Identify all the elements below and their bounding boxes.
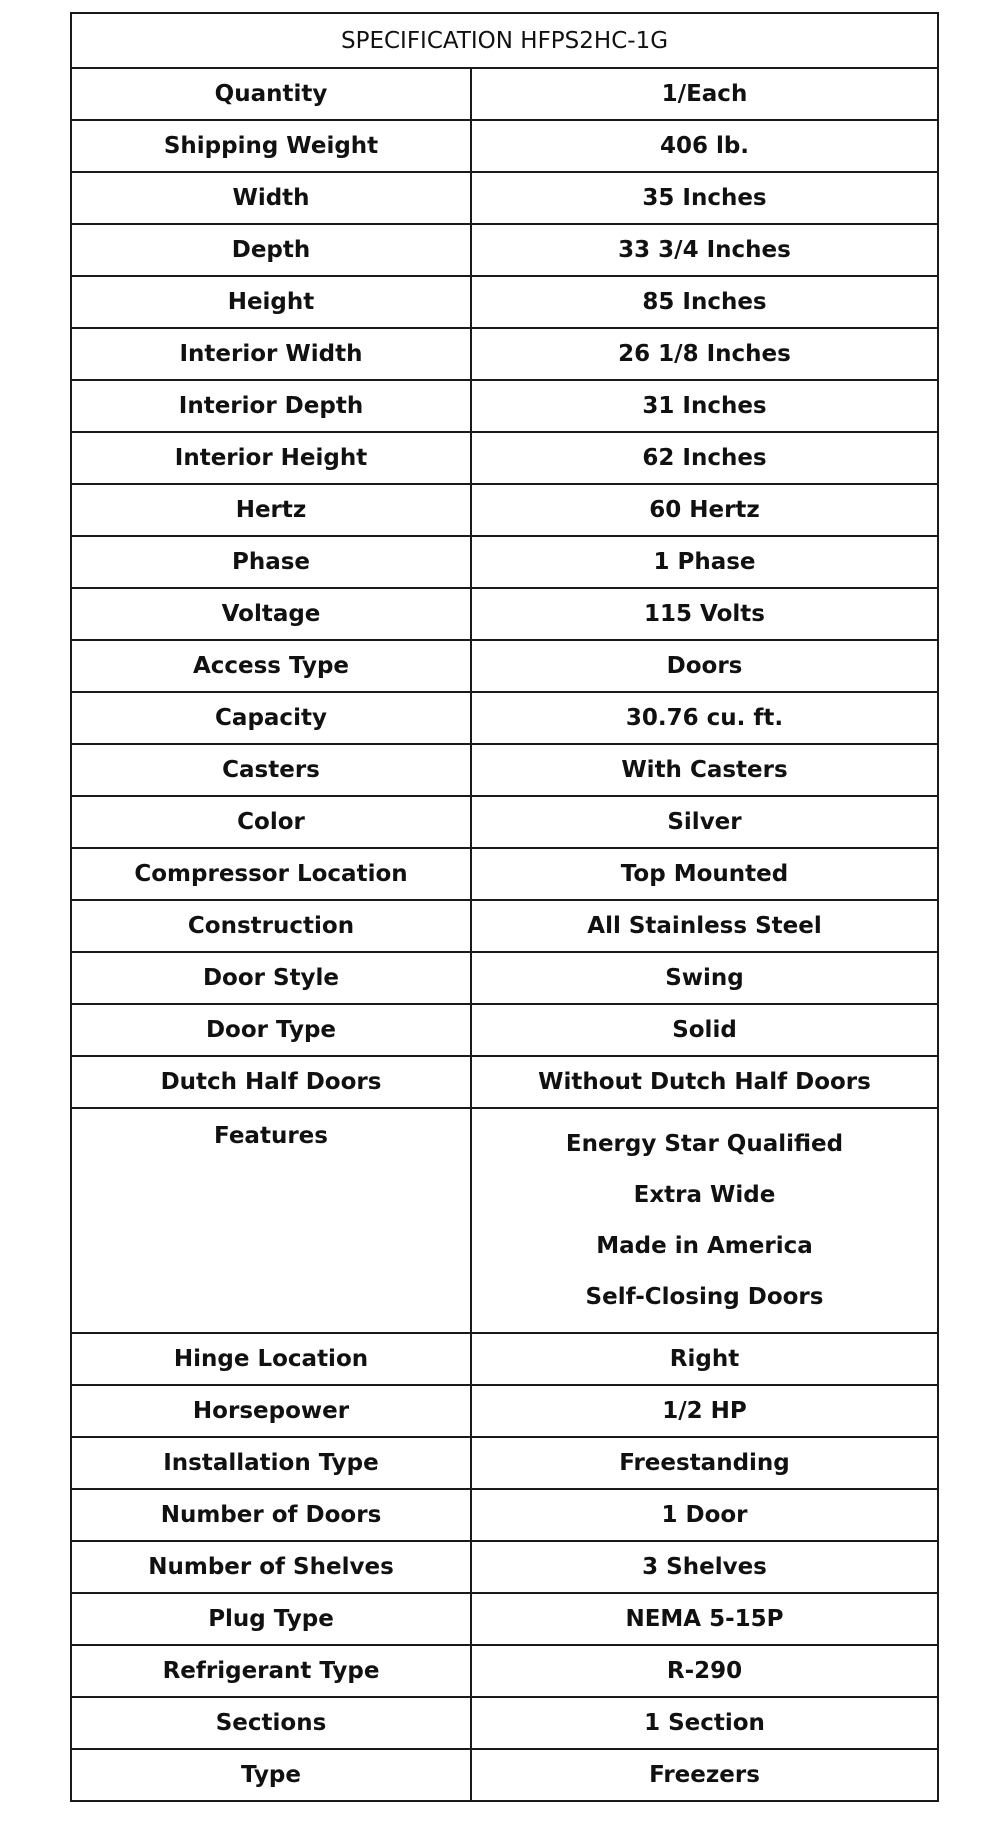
table-row	[71, 952, 938, 1004]
spec-label: Voltage	[71, 588, 471, 640]
table-row	[71, 328, 938, 380]
spec-value: 1/Each	[471, 68, 938, 120]
feature-item: Self-Closing Doors	[585, 1284, 824, 1311]
spec-value: With Casters	[471, 744, 938, 796]
spec-label: Refrigerant Type	[71, 1645, 471, 1697]
spec-label: Access Type	[71, 640, 471, 692]
spec-label: Number of Doors	[71, 1489, 471, 1541]
spec-value: 1 Phase	[471, 536, 938, 588]
spec-label: Compressor Location	[71, 848, 471, 900]
spec-value: 35 Inches	[471, 172, 938, 224]
spec-label: Door Style	[71, 952, 471, 1004]
spec-label: Casters	[71, 744, 471, 796]
spec-label: Hertz	[71, 484, 471, 536]
table-row	[71, 172, 938, 224]
spec-value: 115 Volts	[471, 588, 938, 640]
table-row	[71, 1489, 938, 1541]
spec-label: Sections	[71, 1697, 471, 1749]
spec-label: Horsepower	[71, 1385, 471, 1437]
spec-value: Freestanding	[471, 1437, 938, 1489]
feature-item: Extra Wide	[633, 1181, 776, 1208]
spec-value: 1 Section	[471, 1697, 938, 1749]
spec-label: Type	[71, 1749, 471, 1801]
table-row	[71, 1749, 938, 1801]
table-row	[71, 900, 938, 952]
spec-value: R-290	[471, 1645, 938, 1697]
table-row	[71, 484, 938, 536]
spec-value: 85 Inches	[471, 276, 938, 328]
spec-label: Quantity	[71, 68, 471, 120]
table-row	[71, 744, 938, 796]
spec-label: Height	[71, 276, 471, 328]
spec-value: Doors	[471, 640, 938, 692]
spec-value: 1/2 HP	[471, 1385, 938, 1437]
spec-value-list	[471, 1108, 938, 1333]
table-row	[71, 1645, 938, 1697]
spec-label: Construction	[71, 900, 471, 952]
table-row	[71, 536, 938, 588]
spec-value: 3 Shelves	[471, 1541, 938, 1593]
feature-item: Made in America	[596, 1233, 813, 1260]
spec-label: Color	[71, 796, 471, 848]
spec-value: Top Mounted	[471, 848, 938, 900]
table-row	[71, 120, 938, 172]
spec-value: NEMA 5-15P	[471, 1593, 938, 1645]
spec-value: 31 Inches	[471, 380, 938, 432]
spec-label: Phase	[71, 536, 471, 588]
table-row	[71, 432, 938, 484]
table-row	[71, 68, 938, 120]
table-row	[71, 276, 938, 328]
spec-label: Width	[71, 172, 471, 224]
table-row	[71, 1697, 938, 1749]
spec-value: 62 Inches	[471, 432, 938, 484]
table-row	[71, 1004, 938, 1056]
spec-label: Hinge Location	[71, 1333, 471, 1385]
spec-value: Right	[471, 1333, 938, 1385]
spec-label: Features	[71, 1108, 471, 1333]
table-row	[71, 1056, 938, 1108]
table-row	[71, 1541, 938, 1593]
spec-value: 406 lb.	[471, 120, 938, 172]
spec-value: 1 Door	[471, 1489, 938, 1541]
spec-label: Shipping Weight	[71, 120, 471, 172]
table-row	[71, 1593, 938, 1645]
spec-value: 30.76 cu. ft.	[471, 692, 938, 744]
spec-label: Installation Type	[71, 1437, 471, 1489]
spec-label: Dutch Half Doors	[71, 1056, 471, 1108]
spec-value: 33 3/4 Inches	[471, 224, 938, 276]
table-title: SPECIFICATION HFPS2HC-1G	[71, 13, 938, 68]
table-row	[71, 380, 938, 432]
features-list	[478, 1126, 931, 1316]
spec-label: Capacity	[71, 692, 471, 744]
spec-value: Swing	[471, 952, 938, 1004]
spec-value: 26 1/8 Inches	[471, 328, 938, 380]
spec-label: Interior Width	[71, 328, 471, 380]
table-row	[71, 588, 938, 640]
table-row	[71, 1385, 938, 1437]
table-row	[71, 692, 938, 744]
spec-label: Plug Type	[71, 1593, 471, 1645]
spec-value: 60 Hertz	[471, 484, 938, 536]
spec-label: Interior Depth	[71, 380, 471, 432]
spec-value: Without Dutch Half Doors	[471, 1056, 938, 1108]
table-row	[71, 796, 938, 848]
spec-value: Solid	[471, 1004, 938, 1056]
spec-value: Silver	[471, 796, 938, 848]
feature-item: Energy Star Qualified	[565, 1130, 844, 1157]
spec-label: Depth	[71, 224, 471, 276]
table-row	[71, 640, 938, 692]
table-row	[71, 1437, 938, 1489]
table-row-features	[71, 1108, 938, 1333]
spec-label: Interior Height	[71, 432, 471, 484]
spec-value: Freezers	[471, 1749, 938, 1801]
spec-value: All Stainless Steel	[471, 900, 938, 952]
table-body	[71, 68, 938, 1801]
table-header-row	[71, 13, 938, 68]
table-row	[71, 848, 938, 900]
spec-label: Door Type	[71, 1004, 471, 1056]
specification-table	[70, 12, 939, 1802]
table-row	[71, 224, 938, 276]
table-row	[71, 1333, 938, 1385]
spec-label: Number of Shelves	[71, 1541, 471, 1593]
